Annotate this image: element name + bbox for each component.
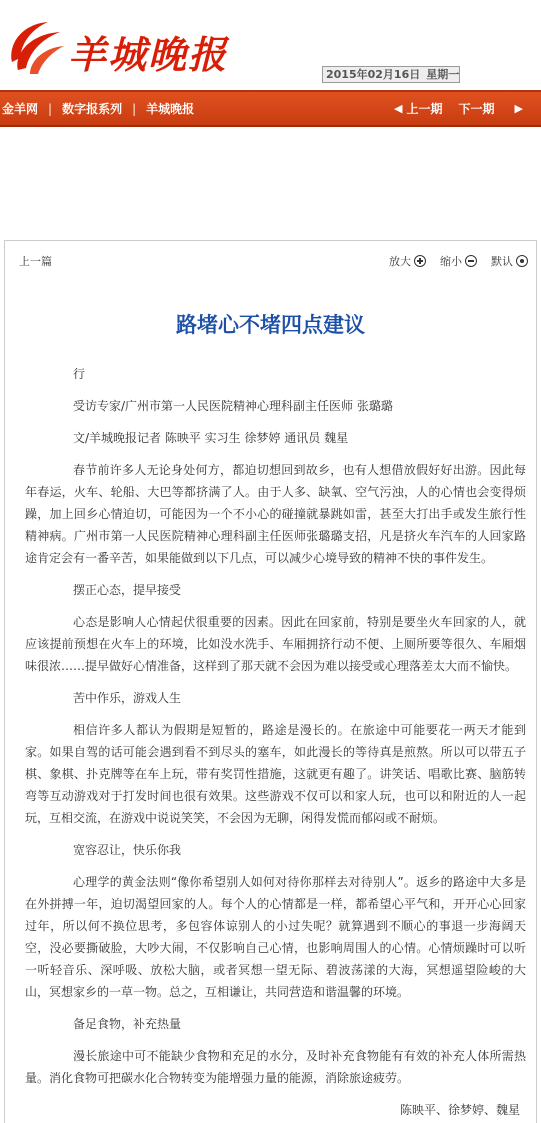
zoom-in-label: 放大	[389, 255, 411, 268]
section-heading: 宽容忍让，快乐你我	[73, 843, 182, 857]
article-kicker: 行	[73, 367, 86, 381]
section-heading: 苦中作乐，游戏人生	[73, 691, 182, 705]
section-heading: 备足食物，补充热量	[73, 1017, 182, 1031]
nav-link-yangcheng[interactable]: 羊城晚报	[146, 102, 195, 116]
zoom-in-button[interactable]	[389, 253, 426, 269]
issue-nav	[394, 100, 523, 117]
nav-link-digital-series[interactable]: 数字报系列	[62, 102, 123, 116]
nav-separator: |	[132, 101, 137, 116]
right-arrow-icon: ▶	[514, 102, 523, 115]
paragraph: 漫长旅途中可不能缺少食物和充足的水分，及时补充食物能有有效的补充人体所需热量。消化食物可把碳水化合物转变为能增强力量的能源，消除旅途疲劳。	[25, 1049, 526, 1085]
nav-separator: |	[48, 101, 53, 116]
article-byline: 文/羊城晚报记者 陈映平 实习生 徐梦婷 通讯员 魏星	[73, 431, 349, 445]
zoom-out-label: 缩小	[440, 255, 462, 268]
zoom-in-icon	[414, 255, 426, 267]
paragraph: 心理学的黄金法则“像你希望别人如何对待你那样去对待别人”。返乡的路途中大多是在外拼搏一年，迫切渴望回家的人。每个人的心情都是一样，都希望心平气和，开开心心回家过年，所以何不换位思考，多包容体谅别人的小过失呢？就算遇到不顺心的事退一步海阔天空，没必要撕破脸，大吵大闹，不仅影响自己心情，也影响周围人的心情。心情烦躁时可以听一听轻音乐、深呼吸、放松大脑，或者冥想一望无际、碧波荡漾的大海，冥想遥望险峻的大山，冥想家乡的一草一物。总之，互相谦让，共同营造和谐温馨的环境。	[25, 875, 526, 999]
section-heading: 摆正心态，提早接受	[73, 583, 182, 597]
article-author: 陈映平、徐梦婷、魏星	[399, 1103, 520, 1117]
zoom-reset-icon	[516, 255, 528, 267]
newspaper-logo[interactable]	[4, 14, 234, 78]
article-body	[25, 363, 526, 1123]
nav-left	[2, 100, 194, 117]
prev-issue-link[interactable]: 上一期	[406, 102, 443, 116]
article-title: 路堵心不堵四点建议	[176, 313, 365, 337]
next-issue-link[interactable]: 下一期	[458, 102, 495, 116]
nav-bar	[0, 90, 541, 127]
paragraph: 心态是影响人心情起伏很重要的因素。因此在回家前，特别是要坐火车回家的人，就应该提前预想在火车上的环境，比如没水洗手、车厢拥挤行动不便、上厕所要等很久、车厢烟味很浓……提早做好心情准备，这样到了那天就不会因为难以接受或心理落差太大而不愉快。	[25, 615, 526, 673]
article-toolbar	[5, 241, 536, 279]
issue-date	[322, 66, 460, 83]
paragraph: 春节前许多人无论身处何方，都迫切想回到故乡，也有人想借放假好好出游。因此每年春运，火车、轮船、大巴等都挤满了人。由于人多、缺氧、空气污浊，人的心情也会变得烦躁，加上回乡心情迫切，可能因为一个不小心的碰撞就暴跳如雷，甚至大打出手或发生旅行性精神病。广州市第一人民医院精神心理科副主任医师张璐璐支招，凡是挤火车汽车的人回家路途肯定会有一番辛苦，如果能做到以下几点，可以减少心境导致的精神不快的事件发生。	[25, 463, 526, 565]
paragraph: 相信许多人都认为假期是短暂的，路途是漫长的。在旅途中可能要花一两天才能到家。如果自驾的话可能会遇到看不到尽头的塞车，如此漫长的等待真是煎熬。所以可以带五子棋、象棋、扑克牌等在车上玩，带有奖罚性措施，这就更有趣了。讲笑话、唱歌比赛、脑筋转弯等互动游戏对于打发时间也很有效果。这些游戏不仅可以和家人玩，也可以和附近的人一起玩，互相交流，在游戏中说说笑笑，不会因为无聊，闲得发慌而郁闷或不耐烦。	[25, 723, 526, 825]
zoom-out-button[interactable]	[440, 253, 477, 269]
nav-link-jinyang[interactable]: 金羊网	[2, 102, 39, 116]
article-panel	[4, 240, 537, 1123]
zoom-default-button[interactable]	[491, 253, 528, 269]
left-arrow-icon: ◀	[394, 102, 403, 115]
weekday-text: 星期一	[426, 68, 460, 81]
prev-article-link[interactable]: 上一篇	[19, 255, 52, 268]
article-expert: 受访专家/广州市第一人民医院精神心理科副主任医师 张璐璐	[73, 399, 393, 413]
logo-text: 羊城晚报	[68, 32, 229, 77]
site-header	[0, 0, 541, 90]
zoom-tools	[375, 253, 528, 269]
date-text: 2015年02月16日	[326, 68, 421, 81]
zoom-out-icon	[465, 255, 477, 267]
zoom-default-label: 默认	[491, 255, 513, 268]
logo-swirl-icon	[4, 14, 66, 78]
